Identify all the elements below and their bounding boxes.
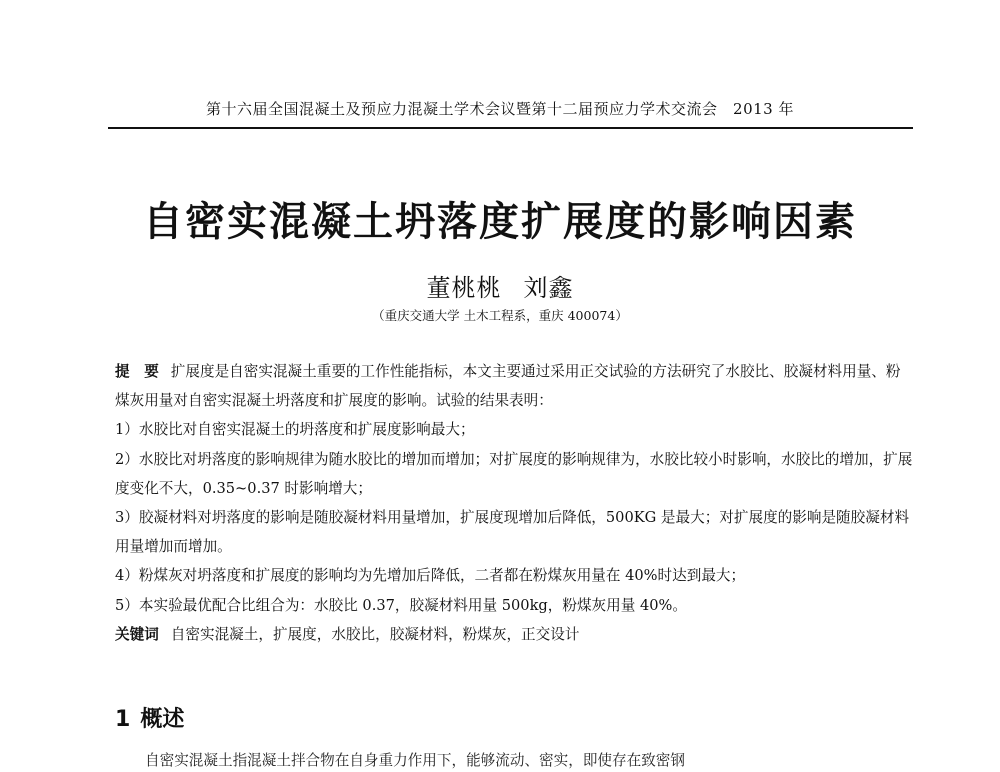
- section-number: 1: [115, 707, 131, 732]
- abstract-finding: 3）胶凝材料对坍落度的影响是随胶凝材料用量增加，扩展度现增加后降低，500KG 是最大；对扩展度的影响是随胶凝材料用量增加而增加。: [115, 509, 910, 556]
- keywords: [115, 620, 915, 649]
- abstract-finding: 5）本实验最优配合比组合为：水胶比 0.37，胶凝材料用量 500kg，粉煤灰用量 40%。: [115, 596, 687, 614]
- section-heading: [115, 702, 184, 733]
- author-name: 董桃桃: [426, 274, 502, 302]
- abstract: [115, 357, 915, 649]
- body-text-line: 自密实混凝土指混凝土拌合物在自身重力作用下，能够流动、密实，即使存在致密钢: [145, 752, 685, 769]
- affiliation: （重庆交通大学 土木工程系，重庆 400074）: [372, 308, 628, 323]
- author-name: 刘鑫: [523, 274, 574, 302]
- abstract-paragraph: [115, 357, 915, 415]
- abstract-finding: 1）水胶比对自密实混凝土的坍落度和扩展度影响最大；: [115, 421, 475, 439]
- abstract-text: 扩展度是自密实混凝土重要的工作性能指标，本文主要通过采用正交试验的方法研究了水胶比、胶凝材料用量、粉煤灰用量对自密实混凝土坍落度和扩展度的影响。试验的结果表明：: [115, 363, 901, 410]
- keywords-label: 关键词: [115, 625, 159, 643]
- section-title: 概述: [140, 707, 185, 732]
- running-header: 第十六届全国混凝土及预应力混凝土学术会议暨第十二届预应力学术交流会 2013 年: [206, 100, 794, 118]
- abstract-finding: 2）水胶比对坍落度的影响规律为随水胶比的增加而增加；对扩展度的影响规律为，水胶比较小时影响，水胶比的增加，扩展度变化不大，0.35~0.37 时影响增大；: [115, 450, 913, 497]
- abstract-label: 提 要: [115, 363, 159, 380]
- keywords-text: 自密实混凝土，扩展度，水胶比，胶凝材料，粉煤灰，正交设计: [170, 625, 580, 643]
- paper-title: 自密实混凝土坍落度扩展度的影响因素: [143, 199, 857, 245]
- abstract-finding: 4）粉煤灰对坍落度和扩展度的影响均为先增加后降低，二者都在粉煤灰用量在 40%时达到最大；: [115, 567, 746, 585]
- authors: [0, 268, 1000, 303]
- header-rule: [108, 127, 913, 129]
